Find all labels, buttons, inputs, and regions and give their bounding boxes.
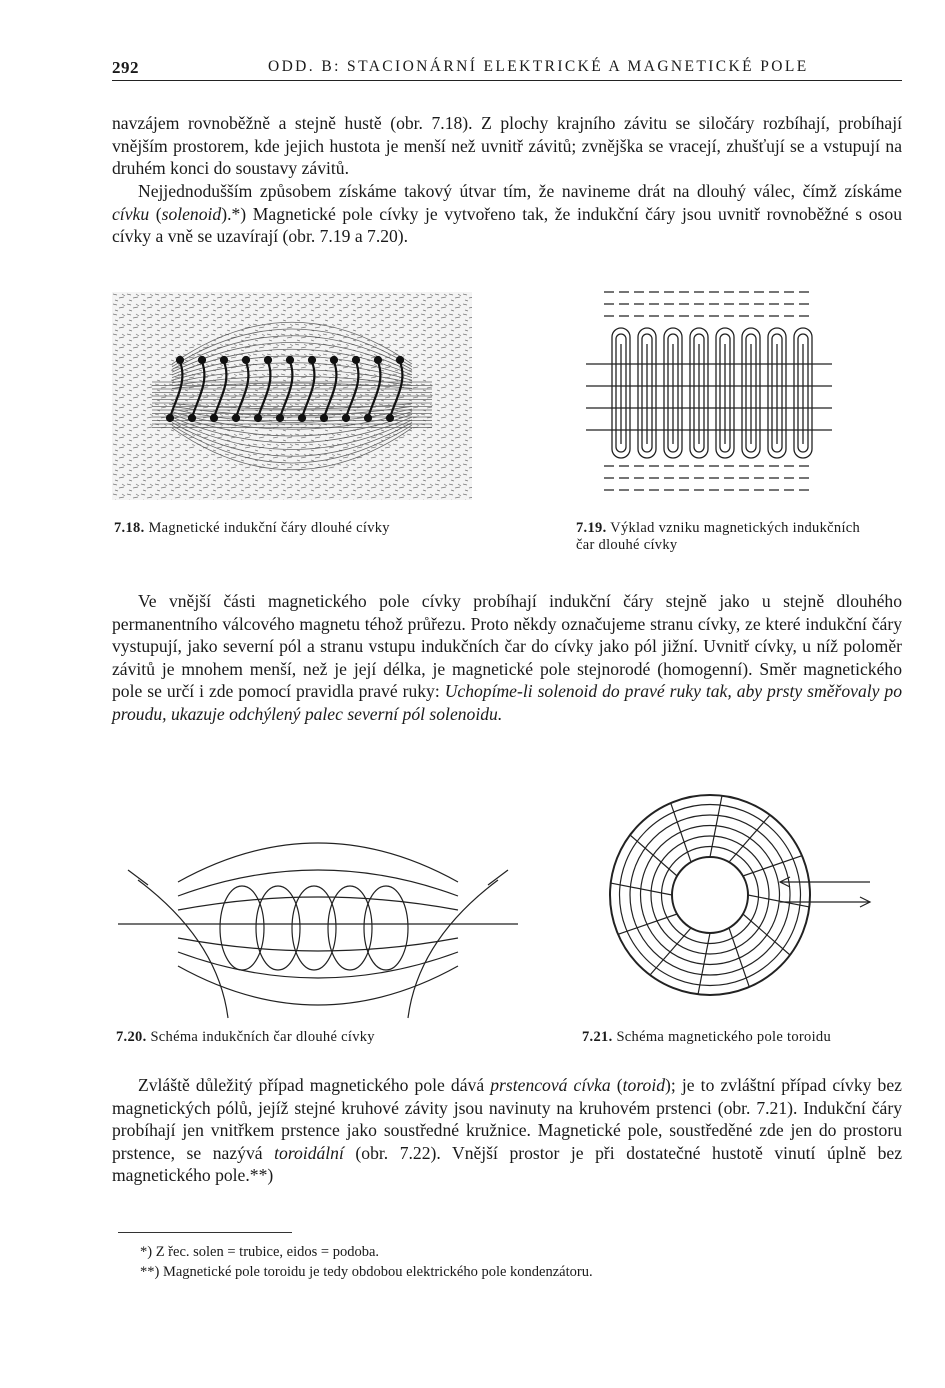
paragraph-2-text-a: Nejjednodušším způsobem získáme takový útvar tím, že navineme drát na dlouhý válec, čímž získáme — [138, 181, 902, 201]
term-civka: cívku — [112, 203, 150, 224]
header-rule — [112, 80, 902, 81]
term-toroidalni: toroidální — [274, 1142, 344, 1163]
figure-7-20-number: 7.20. — [116, 1029, 147, 1045]
figure-7-21-caption — [582, 1029, 912, 1046]
paragraph-1: navzájem rovnoběžně a stejně hustě (obr. 7.18). Z plochy krajního závitu se siločáry rozbíhají, probíhají vnějším prostorem, kde jejich hustota je menší než uvnitř závitů; zvnějška se vracejí, zhušťují se a vstupují na druhém konci do soustavy závitů. — [112, 113, 902, 179]
figure-7-18-image — [112, 292, 472, 500]
figure-7-19-diagram — [584, 284, 834, 498]
paragraph-3 — [112, 590, 902, 726]
figure-7-20-caption — [116, 1029, 496, 1046]
figure-7-21-number: 7.21. — [582, 1029, 613, 1045]
footnote-rule — [118, 1232, 292, 1233]
paragraph-4-text-d: (obr. 7.22). Vnější prostor je při dostatečné hustotě vinutí úplně bez magnetického pole.**) — [112, 1142, 903, 1186]
paragraph-4 — [112, 1074, 902, 1187]
paragraph-4-text-c: ); je to zvláštní případ cívky bez magnetických pólů, jejíž stejné kruhové závity jsou navinuty na kruhovém prstenci (obr. 7.21). Indukční čáry probíhají jen vnitřkem prstence jako soustředné kružnice. Magnetické pole, soustředěné zde jen do prostoru prstence, se nazývá — [112, 1075, 902, 1163]
paragraph-3-text: Ve vnější části magnetického pole cívky probíhají indukční čáry stejně jako u stejně dlouhého permanentního válcového magnetu téhož průřezu. Proto někdy označujeme stranu cívky, ze které indukční čáry vystupují, jako severní pól a stranu vstupu indukčních čar do cívky jako pól jižní. Uvnitř cívky, u níž poloměr závitů je mnohem menší, než je její délka, je magnetické pole stejnorodé (homogenní). Směr magnetického pole se určí i zde pomocí pravidla pravé ruky: — [112, 591, 902, 702]
figure-7-18-number: 7.18. — [114, 520, 145, 536]
term-toroid: toroid — [622, 1075, 666, 1095]
paragraph-4-text-b: ( — [610, 1075, 623, 1095]
paragraph-4-text-a: Zvláště důležitý případ magnetického pole dává — [138, 1075, 491, 1095]
term-solenoid: solenoid — [161, 203, 222, 224]
paragraph-2 — [112, 180, 902, 248]
figure-7-20-caption-text: Schéma indukčních čar dlouhé cívky — [150, 1029, 375, 1045]
figure-7-21-diagram — [580, 790, 880, 1010]
footnote-2: **) Magnetické pole toroidu je tedy obdobou elektrického pole kondenzátoru. — [140, 1264, 593, 1280]
page-number: 292 — [112, 58, 139, 77]
right-hand-rule: Uchopíme-li solenoid do pravé ruky tak, aby prsty směřovaly po proudu, ukazuje odchýlený palec severní pól solenoidu. — [112, 681, 903, 724]
figure-7-19-caption — [576, 520, 876, 554]
paragraph-2-text-c: ).*) Magnetické pole cívky je vytvořeno tak, že indukční čáry jsou uvnitř rovnoběžné s osou cívky a vně se uzavírají (obr. 7.19 a 7.20). — [112, 203, 902, 247]
figure-7-20-diagram — [118, 850, 518, 1020]
term-prstencova-civka: prstencová cívka — [490, 1075, 611, 1095]
figure-7-19-caption-text: Výklad vzniku magnetických indukčních čar dlouhé cívky — [576, 520, 861, 553]
figure-7-18-caption — [114, 520, 494, 537]
figure-7-21-caption-text: Schéma magnetického pole toroidu — [616, 1029, 831, 1045]
running-title: ODD. B: STACIONÁRNÍ ELEKTRICKÉ A MAGNETICKÉ POLE — [268, 58, 809, 75]
footnote-1: *) Z řec. solen = trubice, eidos = podoba. — [140, 1244, 380, 1260]
running-header — [112, 58, 902, 82]
paragraph-2-text-b: ( — [149, 203, 162, 224]
figure-7-19-number: 7.19. — [576, 520, 607, 536]
figure-7-18-caption-text: Magnetické indukční čáry dlouhé cívky — [148, 520, 390, 536]
